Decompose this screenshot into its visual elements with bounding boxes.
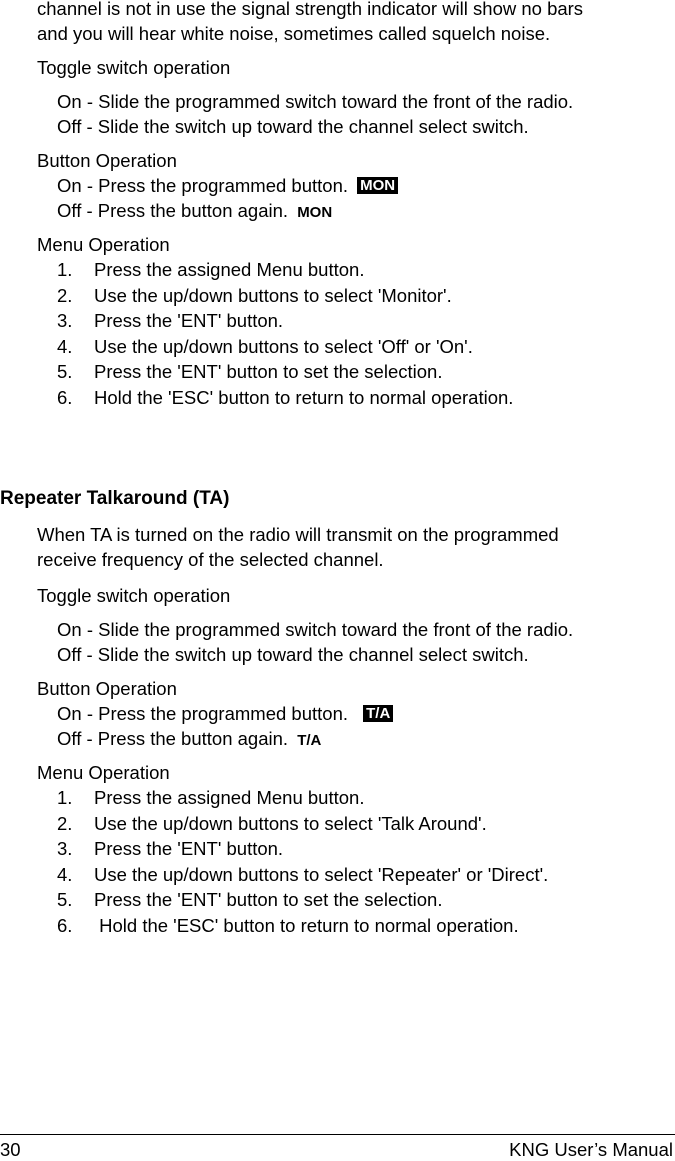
button-off-text: Off - Press the button again. [57, 728, 289, 749]
step-number: 3. [57, 310, 73, 332]
button-on-text: On - Press the programmed button. [57, 175, 348, 196]
page-number: 30 [0, 1139, 21, 1160]
step-number: 5. [57, 889, 73, 911]
mon-key-badge: MON [357, 177, 398, 194]
subheading-toggle: Toggle switch operation [37, 585, 231, 606]
step-number: 4. [57, 335, 73, 357]
step-number: 5. [57, 361, 73, 383]
step-number: 6. [57, 915, 73, 936]
button-on-line [57, 703, 393, 725]
step-text: Press the 'ENT' button. [94, 310, 284, 332]
step-text: Use the up/down buttons to select 'Monitor'. [94, 284, 452, 306]
button-off-line [57, 728, 321, 752]
ta-label: T/A [297, 732, 322, 749]
subheading-toggle: Toggle switch operation [37, 57, 231, 78]
paragraph-line: receive frequency of the selected channel. [37, 549, 384, 570]
step-text: Use the up/down buttons to select 'Repeater' or 'Direct'. [94, 863, 549, 885]
button-off-text: Off - Press the button again. [57, 200, 289, 221]
subheading-button: Button Operation [37, 678, 177, 699]
step-text: Press the 'ENT' button to set the selection. [94, 361, 443, 383]
step-text: Press the assigned Menu button. [94, 787, 365, 808]
step-text: Hold the 'ESC' button to return to normal operation. [94, 915, 519, 936]
step-number: 1. [57, 259, 73, 280]
step-number: 4. [57, 863, 73, 885]
step-text: Use the up/down buttons to select 'Talk Around'. [94, 812, 487, 834]
toggle-off-text: Off - Slide the switch up toward the channel select switch. [57, 116, 529, 137]
subheading-button: Button Operation [37, 150, 177, 171]
button-on-text: On - Press the programmed button. [57, 703, 348, 724]
mon-label: MON [297, 204, 333, 221]
step-number: 2. [57, 284, 73, 306]
subheading-menu: Menu Operation [37, 762, 170, 783]
step-text: Hold the 'ESC' button to return to normal operation. [94, 387, 514, 408]
step-text: Press the assigned Menu button. [94, 259, 365, 280]
step-text: Use the up/down buttons to select 'Off' or 'On'. [94, 335, 473, 357]
section-title: Repeater Talkaround (TA) [0, 488, 230, 509]
footer-rule [0, 1134, 675, 1135]
button-off-line [57, 200, 332, 224]
toggle-off-text: Off - Slide the switch up toward the channel select switch. [57, 644, 529, 665]
step-number: 6. [57, 387, 73, 408]
button-on-line [57, 175, 398, 197]
subheading-menu: Menu Operation [37, 234, 170, 255]
toggle-on-text: On - Slide the programmed switch toward the front of the radio. [57, 619, 574, 640]
toggle-on-text: On - Slide the programmed switch toward the front of the radio. [57, 91, 574, 112]
ta-key-badge: T/A [363, 705, 393, 722]
step-number: 3. [57, 838, 73, 860]
step-text: Press the 'ENT' button. [94, 838, 284, 860]
step-number: 1. [57, 787, 73, 808]
step-text: Press the 'ENT' button to set the selection. [94, 889, 443, 911]
manual-title: KNG User’s Manual [509, 1139, 673, 1160]
paragraph-line: When TA is turned on the radio will transmit on the programmed [37, 524, 559, 545]
step-number: 2. [57, 812, 73, 834]
paragraph-line: and you will hear white noise, sometimes called squelch noise. [37, 23, 551, 44]
paragraph-line: channel is not in use the signal strength indicator will show no bars [37, 0, 584, 19]
